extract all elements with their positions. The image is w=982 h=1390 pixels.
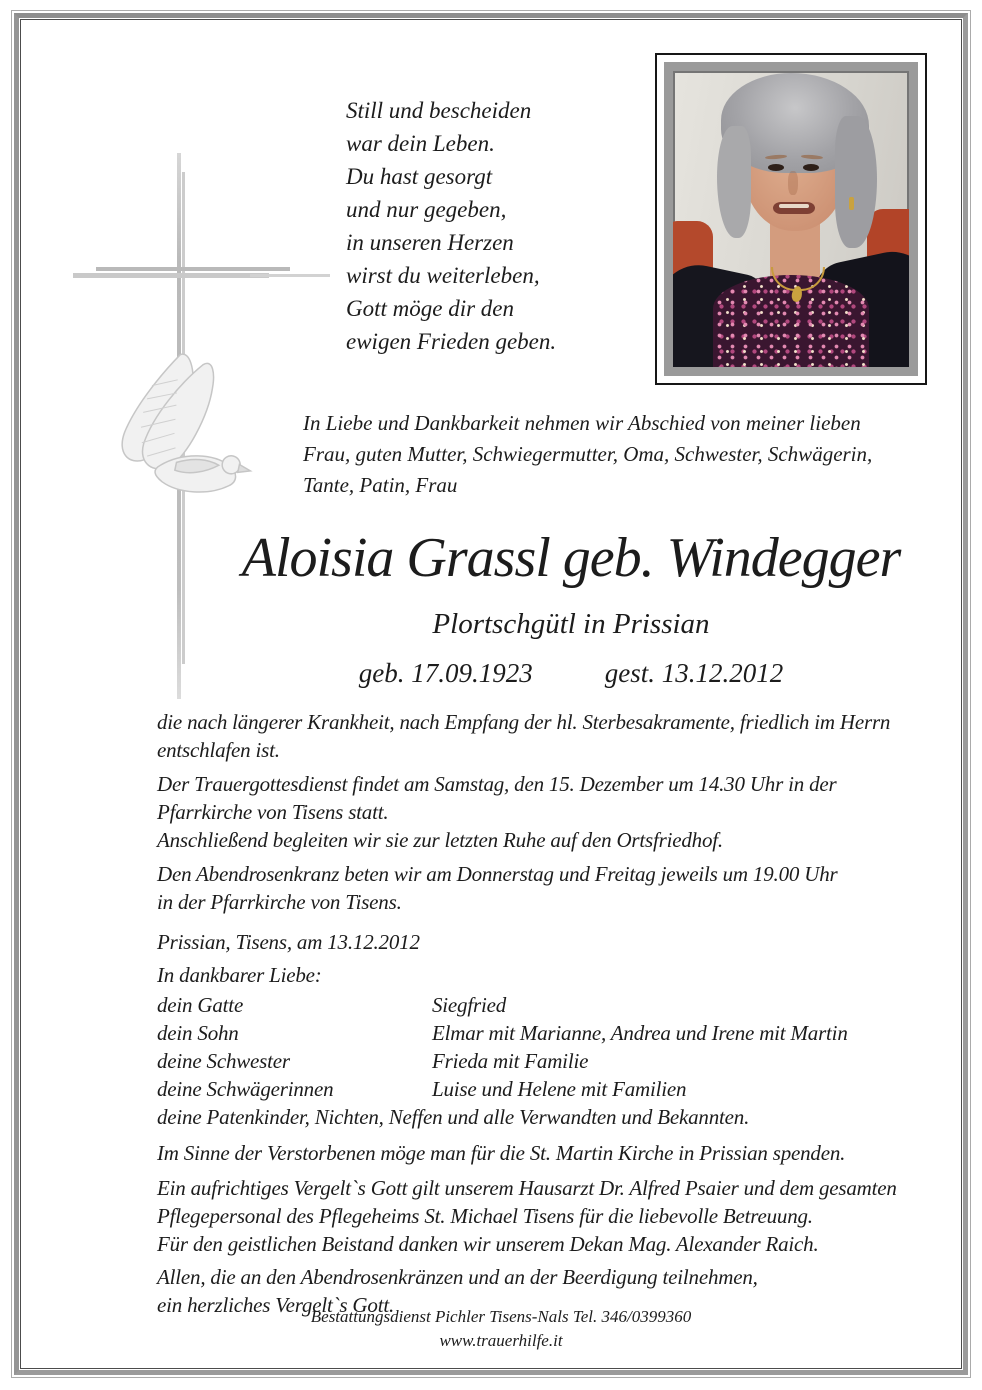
poem-line: ewigen Frieden geben. [346, 329, 557, 354]
deceased-name: Aloisia Grassl geb. Windegger [241, 527, 901, 589]
death-paragraph [157, 708, 944, 764]
cross-horizontal-bar-3 [250, 274, 330, 277]
text-line: Pflegepersonal des Pflegeheims St. Michael Tisens für die liebevolle Betreuung. [157, 1204, 813, 1228]
funeral-home-info: Bestattungsdienst Pichler Tisens-Nals Tel. 346/0399360 [310, 1307, 692, 1326]
portrait-eye-left [768, 164, 784, 171]
website-text: www.trauerhilfe.it [439, 1331, 563, 1350]
funeral-service-paragraph [157, 770, 944, 854]
poem-line: in unseren Herzen [346, 230, 514, 255]
praying-hands-dove-icon [112, 352, 262, 522]
cross-horizontal-bar [96, 267, 290, 271]
donation-note: Im Sinne der Verstorbenen möge man für die St. Martin Kirche in Prissian spenden. [157, 1141, 846, 1165]
poem-line: und nur gegeben, [346, 197, 507, 222]
life-dates [170, 658, 972, 689]
text-line: Der Trauergottesdienst findet am Samstag, den 15. Dezember um 14.30 Uhr in der [157, 772, 837, 796]
mourner-relation: deine Schwägerinnen [157, 1077, 334, 1101]
deceased-residence: Plortschgütl in Prissian [432, 608, 710, 640]
portrait-teeth [779, 204, 809, 208]
portrait-hair-left [717, 126, 751, 238]
intro-line: Frau, guten Mutter, Schwiegermutter, Oma, Schwester, Schwägerin, [303, 442, 873, 466]
mourner-names: Frieda mit Familie [432, 1049, 589, 1073]
portrait-photo-frame [664, 62, 918, 376]
portrait-nose [788, 171, 798, 195]
mourner-names: Luise und Helene mit Familien [432, 1077, 687, 1101]
poem-line: wirst du weiterleben, [346, 263, 540, 288]
poem-line: Still und bescheiden [346, 98, 532, 123]
intro-line: In Liebe und Dankbarkeit nehmen wir Abschied von meiner lieben [303, 411, 861, 435]
death-date: gest. 13.12.2012 [604, 658, 784, 688]
text-line: Ein aufrichtiges Vergelt`s Gott gilt unserem Hausarzt Dr. Alfred Psaier und dem gesamten [157, 1176, 897, 1200]
portrait-photo [655, 53, 927, 385]
text-line: Für den geistlichen Beistand danken wir unserem Dekan Mag. Alexander Raich. [157, 1232, 819, 1256]
mourner-row [157, 1047, 944, 1075]
cross-horizontal-bar-2 [73, 273, 269, 278]
poem-line: Gott möge dir den [346, 296, 515, 321]
in-gratitude-label: In dankbarer Liebe: [157, 963, 322, 987]
portrait-mouth [773, 202, 815, 214]
text-line: entschlafen ist. [157, 738, 280, 762]
funeral-service-footer [20, 1305, 982, 1353]
poem-line: Du hast gesorgt [346, 164, 493, 189]
mourner-row [157, 1019, 944, 1047]
text-line: Anschließend begleiten wir sie zur letzten Ruhe auf den Ortsfriedhof. [157, 828, 723, 852]
poem-line: war dein Leben. [346, 131, 495, 156]
mourner-relation: dein Sohn [157, 1021, 239, 1045]
mourners-extra: deine Patenkinder, Nichten, Neffen und alle Verwandten und Bekannten. [157, 1105, 750, 1129]
rosary-paragraph [157, 860, 944, 916]
mourner-row [157, 1075, 944, 1103]
intro-line: Tante, Patin, Frau [303, 473, 458, 497]
text-line: ein herzliches Vergelt`s Gott. [157, 1293, 395, 1317]
farewell-intro [303, 408, 872, 501]
announcement-body [157, 708, 944, 1319]
portrait-eye-right [803, 164, 819, 171]
mourner-names: Siegfried [432, 993, 507, 1017]
text-line: die nach längerer Krankheit, nach Empfang der hl. Sterbesakramente, friedlich im Herrn [157, 710, 891, 734]
text-line: Den Abendrosenkranz beten wir am Donnerstag und Freitag jeweils um 19.00 Uhr [157, 862, 838, 886]
text-line: in der Pfarrkirche von Tisens. [157, 890, 402, 914]
text-line: Allen, die an den Abendrosenkränzen und an der Beerdigung teilnehmen, [157, 1265, 758, 1289]
thanks-paragraph [157, 1174, 944, 1258]
portrait-earring [849, 197, 854, 210]
mourners-list [157, 991, 944, 1131]
mourner-row [157, 991, 944, 1019]
mourner-relation: dein Gatte [157, 993, 244, 1017]
place-dateline: Prissian, Tisens, am 13.12.2012 [157, 930, 420, 954]
birth-date: geb. 17.09.1923 [358, 658, 533, 688]
mourner-relation: deine Schwester [157, 1049, 290, 1073]
text-line: Pfarrkirche von Tisens statt. [157, 800, 389, 824]
condolence-poem [346, 94, 556, 358]
mourner-names: Elmar mit Marianne, Andrea und Irene mit Martin [432, 1021, 848, 1045]
